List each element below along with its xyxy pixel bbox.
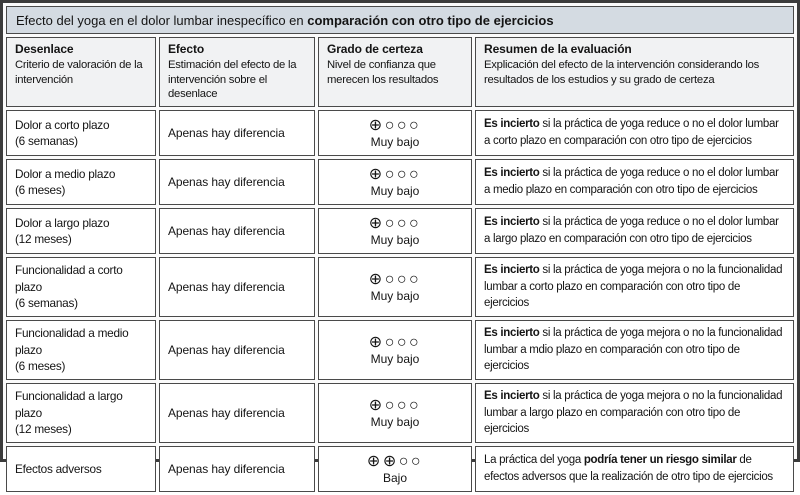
column-header-subtitle: Criterio de valoración de la intervención: [15, 59, 143, 86]
summary-cell: [475, 383, 794, 443]
column-header-1: [159, 37, 315, 107]
table-title-normal: Efecto del yoga en el dolor lumbar inespecífico en: [16, 12, 308, 28]
grade-rating-icon: ⊕○○○: [368, 214, 422, 232]
table-row: [6, 110, 794, 156]
grade-label: Muy bajo: [370, 289, 420, 304]
outcome-timeframe: (12 meses): [15, 422, 72, 437]
certainty-cell: [318, 383, 472, 443]
column-header-title: Desenlace: [15, 42, 74, 56]
outcome-cell: [6, 446, 156, 492]
certainty-cell: [318, 446, 472, 492]
summary-text: si la práctica de yoga mejora o no la funcionalidad lumbar a largo plazo en comparación con otro tipo de ejercicios: [484, 390, 783, 436]
outcome-label: Funcionalidad a medio plazo: [15, 326, 129, 357]
outcome-cell: [6, 159, 156, 205]
effect-cell: Apenas hay diferencia: [159, 110, 315, 156]
outcome-label: Funcionalidad a largo plazo: [15, 389, 123, 420]
summary-emphasis: Es incierto: [484, 216, 540, 229]
column-header-title: Resumen de la evaluación: [484, 42, 632, 56]
summary-cell: [475, 208, 794, 254]
effect-cell: Apenas hay diferencia: [159, 446, 315, 492]
summary-text: La práctica del yoga: [484, 454, 584, 467]
table-row: [6, 446, 794, 492]
grade-label: Muy bajo: [370, 135, 420, 150]
summary-text: si la práctica de yoga reduce o no el dolor lumbar a corto plazo en comparación con otro tipo de ejercicios: [484, 118, 779, 148]
table-row: [6, 257, 794, 317]
table-row: [6, 320, 794, 380]
summary-text: si la práctica de yoga reduce o no el dolor lumbar a largo plazo en comparación con otro tipo de ejercicios: [484, 216, 779, 246]
summary-emphasis: Es incierto: [484, 327, 540, 340]
summary-text: si la práctica de yoga mejora o no la funcionalidad lumbar a corto plazo en comparación con otro tipo de ejercicios: [484, 264, 783, 310]
certainty-cell: [318, 159, 472, 205]
column-header-title: Grado de certeza: [327, 42, 423, 56]
summary-cell: [475, 159, 794, 205]
grade-label: Muy bajo: [370, 233, 420, 248]
outcome-label: Dolor a medio plazo: [15, 166, 116, 181]
summary-emphasis: podría tener un riesgo similar: [583, 454, 737, 467]
grade-rating-icon: ⊕○○○: [368, 116, 422, 134]
outcome-cell: [6, 257, 156, 317]
grade-rating-icon: ⊕○○○: [368, 165, 422, 183]
certainty-cell: [318, 110, 472, 156]
outcome-timeframe: (12 meses): [15, 232, 72, 247]
table-row: [6, 383, 794, 443]
column-header-3: [475, 37, 794, 107]
certainty-cell: [318, 208, 472, 254]
effect-cell: Apenas hay diferencia: [159, 257, 315, 317]
grade-rating-icon: ⊕○○○: [368, 333, 422, 351]
outcome-cell: [6, 110, 156, 156]
summary-text: de efectos adversos que la realización de otro tipo de ejercicios: [484, 454, 773, 484]
outcome-timeframe: (6 meses): [15, 359, 66, 374]
summary-emphasis: Es incierto: [484, 118, 540, 131]
table-title-bold: comparación con otro tipo de ejercicios: [307, 12, 554, 28]
effect-cell: Apenas hay diferencia: [159, 383, 315, 443]
header-row: [6, 37, 794, 107]
column-header-subtitle: Estimación del efecto de la intervención sobre el desenlace: [168, 59, 297, 101]
summary-cell: [475, 320, 794, 380]
summary-text: si la práctica de yoga mejora o no la funcionalidad lumbar a mdio plazo en comparación con otro tipo de ejercicios: [484, 327, 783, 373]
table-row: [6, 159, 794, 205]
outcome-timeframe: (6 semanas): [15, 296, 78, 311]
certainty-cell: [318, 320, 472, 380]
outcome-timeframe: (6 semanas): [15, 134, 78, 149]
summary-emphasis: Es incierto: [484, 264, 540, 277]
outcome-cell: [6, 383, 156, 443]
table-title: [6, 6, 794, 34]
column-header-title: Efecto: [168, 42, 205, 56]
effect-cell: Apenas hay diferencia: [159, 208, 315, 254]
column-header-subtitle: Nivel de confianza que merecen los resultados: [327, 59, 439, 86]
summary-emphasis: Es incierto: [484, 167, 540, 180]
summary-cell: [475, 257, 794, 317]
column-header-2: [318, 37, 472, 107]
outcome-label: Funcionalidad a corto plazo: [15, 263, 123, 294]
outcome-cell: [6, 320, 156, 380]
summary-cell: [475, 110, 794, 156]
effect-cell: Apenas hay diferencia: [159, 159, 315, 205]
evidence-table: [3, 3, 797, 495]
outcome-label: Dolor a corto plazo: [15, 117, 110, 132]
summary-emphasis: Es incierto: [484, 390, 540, 403]
grade-rating-icon: ⊕⊕○○: [366, 452, 424, 470]
summary-cell: [475, 446, 794, 492]
grade-rating-icon: ⊕○○○: [368, 396, 422, 414]
summary-text: si la práctica de yoga reduce o no el dolor lumbar a medio plazo en comparación con otro tipo de ejercicios: [484, 167, 779, 197]
certainty-cell: [318, 257, 472, 317]
grade-label: Bajo: [382, 471, 408, 486]
column-header-subtitle: Explicación del efecto de la intervención considerando los resultados de los estudios y su grado de certeza: [484, 59, 760, 86]
grade-label: Muy bajo: [370, 184, 420, 199]
outcome-label: Dolor a largo plazo: [15, 215, 110, 230]
column-header-0: [6, 37, 156, 107]
grade-rating-icon: ⊕○○○: [368, 270, 422, 288]
table-row: [6, 208, 794, 254]
title-row: [6, 6, 794, 34]
outcome-timeframe: (6 meses): [15, 183, 66, 198]
outcome-cell: [6, 208, 156, 254]
effect-cell: Apenas hay diferencia: [159, 320, 315, 380]
grade-label: Muy bajo: [370, 352, 420, 367]
grade-label: Muy bajo: [370, 415, 420, 430]
outcome-label: Efectos adversos: [15, 461, 102, 476]
